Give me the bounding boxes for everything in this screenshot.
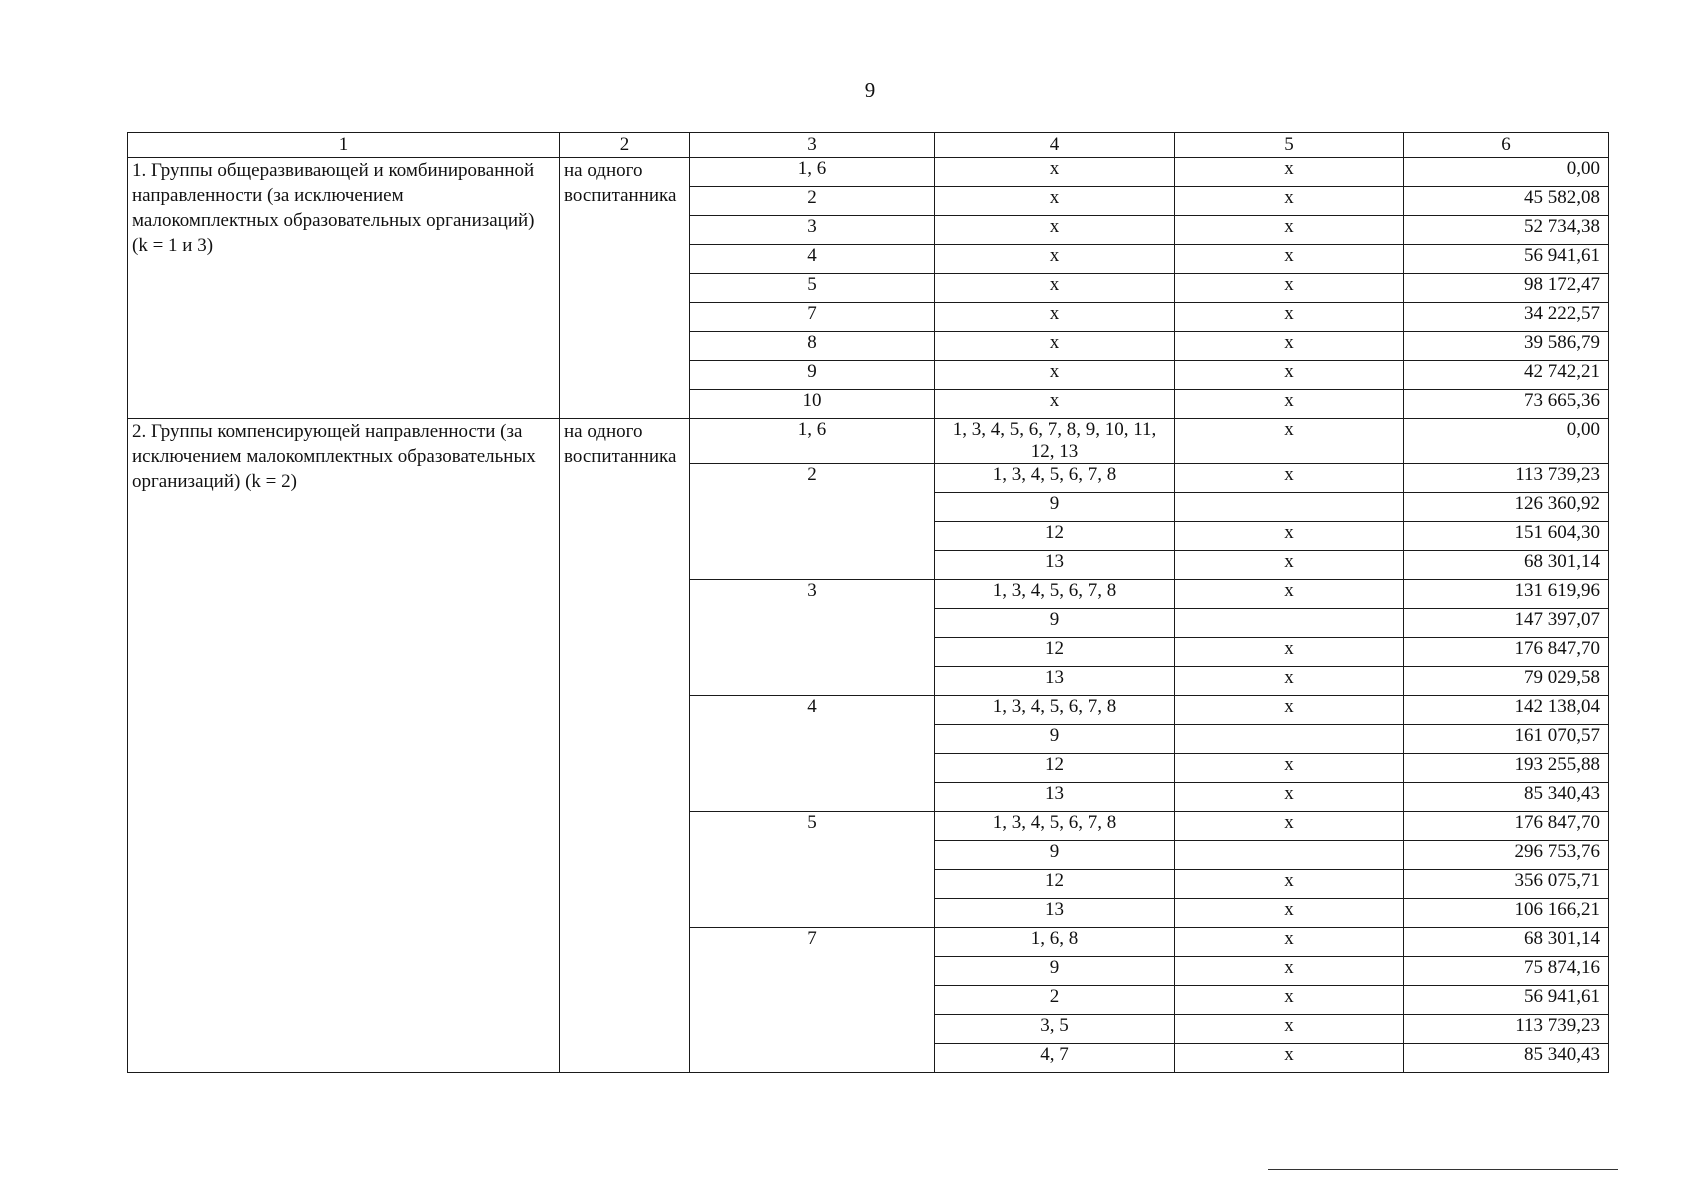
cell-col5: x — [1175, 986, 1404, 1015]
cell-col5: x — [1175, 783, 1404, 812]
cell-col4: x — [935, 245, 1175, 274]
cell-col4: 1, 3, 4, 5, 6, 7, 8 — [935, 696, 1175, 725]
cell-col4: 9 — [935, 609, 1175, 638]
cell-col3: 2 — [690, 187, 935, 216]
cell-col6: 68 301,14 — [1404, 928, 1609, 957]
cell-col4: 13 — [935, 551, 1175, 580]
cell-col5: x — [1175, 754, 1404, 783]
cell-col3: 8 — [690, 332, 935, 361]
cell-col5: x — [1175, 158, 1404, 187]
cell-col6: 142 138,04 — [1404, 696, 1609, 725]
cell-col6: 56 941,61 — [1404, 986, 1609, 1015]
cell-col5 — [1175, 725, 1404, 754]
cell-col3: 4 — [690, 696, 935, 812]
cell-col6: 79 029,58 — [1404, 667, 1609, 696]
tariff-table — [127, 132, 1609, 1073]
column-header: 4 — [935, 133, 1175, 158]
cell-col4: 1, 3, 4, 5, 6, 7, 8 — [935, 812, 1175, 841]
cell-col6: 56 941,61 — [1404, 245, 1609, 274]
cell-col4: 12 — [935, 870, 1175, 899]
cell-col6: 85 340,43 — [1404, 1044, 1609, 1073]
cell-col4: x — [935, 361, 1175, 390]
cell-col5: x — [1175, 303, 1404, 332]
cell-col6: 113 739,23 — [1404, 1015, 1609, 1044]
unit-label: на одного воспитанника — [560, 419, 690, 1073]
cell-col4: x — [935, 158, 1175, 187]
cell-col5: x — [1175, 551, 1404, 580]
cell-col4: 13 — [935, 783, 1175, 812]
cell-col5: x — [1175, 580, 1404, 609]
cell-col6: 176 847,70 — [1404, 638, 1609, 667]
cell-col4: x — [935, 390, 1175, 419]
cell-col6: 45 582,08 — [1404, 187, 1609, 216]
cell-col4: 1, 3, 4, 5, 6, 7, 8 — [935, 580, 1175, 609]
cell-col5: x — [1175, 812, 1404, 841]
cell-col3: 5 — [690, 274, 935, 303]
cell-col6: 73 665,36 — [1404, 390, 1609, 419]
cell-col6: 85 340,43 — [1404, 783, 1609, 812]
cell-col4: 1, 3, 4, 5, 6, 7, 8 — [935, 464, 1175, 493]
cell-col6: 193 255,88 — [1404, 754, 1609, 783]
column-header: 6 — [1404, 133, 1609, 158]
cell-col3: 10 — [690, 390, 935, 419]
cell-col3: 5 — [690, 812, 935, 928]
cell-col5: x — [1175, 638, 1404, 667]
cell-col5 — [1175, 493, 1404, 522]
cell-col5: x — [1175, 245, 1404, 274]
cell-col5: x — [1175, 390, 1404, 419]
cell-col5: x — [1175, 1044, 1404, 1073]
cell-col6: 0,00 — [1404, 158, 1609, 187]
cell-col5: x — [1175, 274, 1404, 303]
cell-col6: 106 166,21 — [1404, 899, 1609, 928]
cell-col5: x — [1175, 957, 1404, 986]
cell-col4: 12 — [935, 638, 1175, 667]
cell-col6: 34 222,57 — [1404, 303, 1609, 332]
cell-col6: 126 360,92 — [1404, 493, 1609, 522]
cell-col3: 2 — [690, 464, 935, 580]
cell-col4: 4, 7 — [935, 1044, 1175, 1073]
cell-col5: x — [1175, 696, 1404, 725]
cell-col5: x — [1175, 870, 1404, 899]
cell-col5: x — [1175, 1015, 1404, 1044]
cell-col4: 9 — [935, 725, 1175, 754]
cell-col4: 1, 6, 8 — [935, 928, 1175, 957]
cell-col5: x — [1175, 216, 1404, 245]
cell-col6: 42 742,21 — [1404, 361, 1609, 390]
column-header: 5 — [1175, 133, 1404, 158]
cell-col4: 9 — [935, 957, 1175, 986]
table-header — [128, 133, 1609, 158]
cell-col4: 12 — [935, 522, 1175, 551]
cell-col5: x — [1175, 899, 1404, 928]
cell-col6: 131 619,96 — [1404, 580, 1609, 609]
cell-col4: x — [935, 216, 1175, 245]
column-header: 1 — [128, 133, 560, 158]
cell-col6: 0,00 — [1404, 419, 1609, 464]
cell-col6: 98 172,47 — [1404, 274, 1609, 303]
cell-col6: 356 075,71 — [1404, 870, 1609, 899]
cell-col4: 12 — [935, 754, 1175, 783]
cell-col5: x — [1175, 928, 1404, 957]
cell-col6: 39 586,79 — [1404, 332, 1609, 361]
cell-col6: 296 753,76 — [1404, 841, 1609, 870]
cell-col3: 1, 6 — [690, 419, 935, 464]
cell-col5: x — [1175, 419, 1404, 464]
cell-col3: 3 — [690, 580, 935, 696]
cell-col6: 52 734,38 — [1404, 216, 1609, 245]
column-header: 3 — [690, 133, 935, 158]
cell-col6: 151 604,30 — [1404, 522, 1609, 551]
cell-col6: 176 847,70 — [1404, 812, 1609, 841]
cell-col5: x — [1175, 522, 1404, 551]
cell-col5: x — [1175, 361, 1404, 390]
cell-col6: 113 739,23 — [1404, 464, 1609, 493]
header-row — [128, 133, 1609, 158]
table-body — [128, 158, 1609, 1073]
cell-col4: 13 — [935, 899, 1175, 928]
group-description: 1. Группы общеразвивающей и комбинированной направленности (за исключением малокомплектных образовательных организаций) (k = 1 и 3) — [128, 158, 560, 419]
cell-col6: 75 874,16 — [1404, 957, 1609, 986]
cell-col5: x — [1175, 464, 1404, 493]
cell-col4: x — [935, 274, 1175, 303]
cell-col4: 2 — [935, 986, 1175, 1015]
unit-label: на одного воспитанника — [560, 158, 690, 419]
cell-col3: 1, 6 — [690, 158, 935, 187]
cell-col5: x — [1175, 332, 1404, 361]
cell-col4: 3, 5 — [935, 1015, 1175, 1044]
cell-col4: x — [935, 332, 1175, 361]
cell-col3: 3 — [690, 216, 935, 245]
cell-col5 — [1175, 609, 1404, 638]
cell-col5 — [1175, 841, 1404, 870]
cell-col4: 13 — [935, 667, 1175, 696]
cell-col5: x — [1175, 667, 1404, 696]
cell-col6: 68 301,14 — [1404, 551, 1609, 580]
group-description: 2. Группы компенсирующей направленности (за исключением малокомплектных образовательных организаций) (k = 2) — [128, 419, 560, 1073]
column-header: 2 — [560, 133, 690, 158]
cell-col6: 147 397,07 — [1404, 609, 1609, 638]
cell-col4: 9 — [935, 493, 1175, 522]
table-row — [128, 158, 1609, 187]
cell-col3: 7 — [690, 303, 935, 332]
cell-col4: x — [935, 187, 1175, 216]
cell-col5: x — [1175, 187, 1404, 216]
cell-col4: x — [935, 303, 1175, 332]
cell-col3: 9 — [690, 361, 935, 390]
cell-col4: 9 — [935, 841, 1175, 870]
cell-col3: 7 — [690, 928, 935, 1073]
cell-col3: 4 — [690, 245, 935, 274]
cell-col6: 161 070,57 — [1404, 725, 1609, 754]
table-row — [128, 419, 1609, 464]
bottom-rule — [1268, 1169, 1618, 1170]
page-number: 9 — [864, 78, 876, 102]
cell-col4: 1, 3, 4, 5, 6, 7, 8, 9, 10, 11, 12, 13 — [935, 419, 1175, 464]
